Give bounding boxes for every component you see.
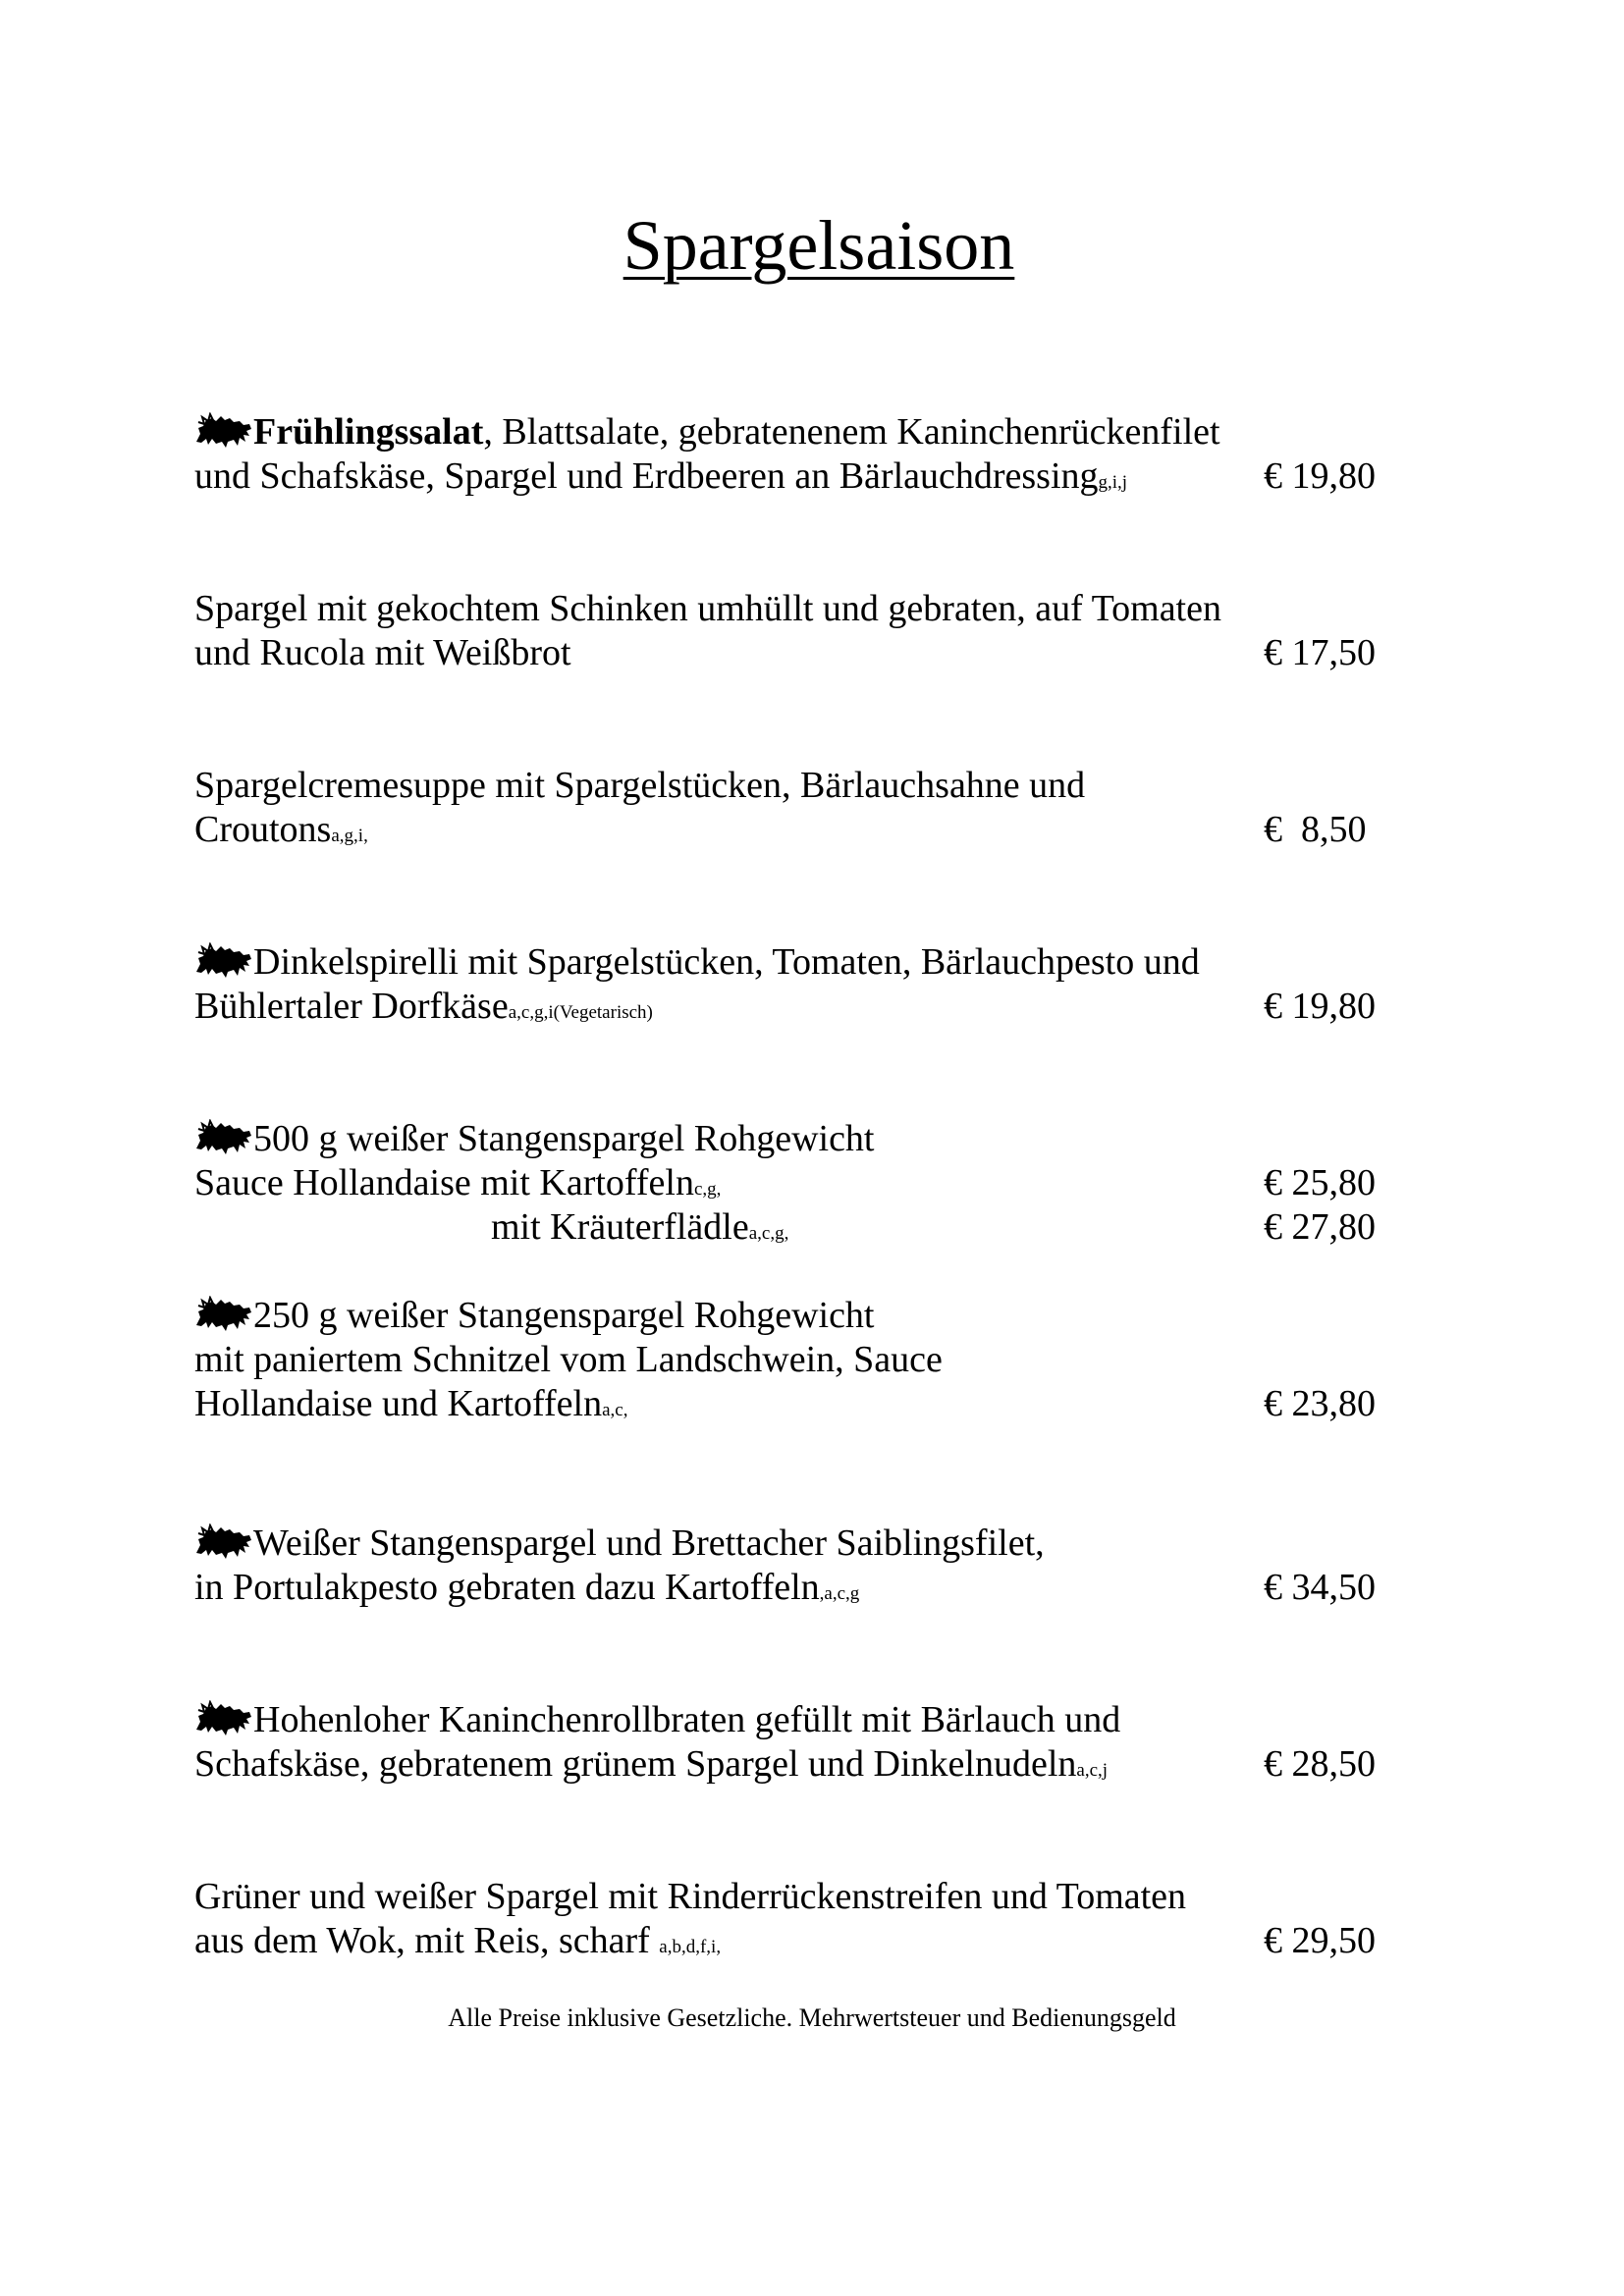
menu-item-5-price: € 25,80	[1264, 1162, 1376, 1203]
menu-item-6-price: € 23,80	[1264, 1383, 1376, 1424]
menu-item-3-line-1: Spargelcremesuppe mit Spargelstücken, Bärlauchsahne und	[194, 765, 1086, 806]
page-title: Spargelsaison	[623, 206, 1015, 285]
menu-item-9-price: € 29,50	[1264, 1920, 1376, 1961]
allergens: a,c,	[602, 1400, 628, 1420]
lion-icon	[194, 1296, 253, 1333]
lion-icon	[194, 1523, 253, 1561]
menu-item-1-line-2: und Schafskäse, Spargel und Erdbeeren an Bärlauchdressingg,i,j	[194, 455, 1128, 497]
menu-item-7-line-1: Weißer Stangenspargel und Brettacher Saiblingsfilet,	[194, 1522, 1045, 1566]
lion-icon	[194, 1700, 253, 1737]
menu-item-5-price-2: € 27,80	[1264, 1206, 1376, 1248]
allergens: a,b,d,f,i,	[659, 1937, 722, 1957]
menu-item-7-price: € 34,50	[1264, 1567, 1376, 1608]
allergens: ,a,c,g	[819, 1583, 860, 1604]
allergens: g,i,j	[1098, 472, 1128, 493]
menu-item-5-line-2: Sauce Hollandaise mit Kartoffelnc,g,	[194, 1162, 722, 1203]
menu-item-4-line-2: Bühlertaler Dorfkäsea,c,g,i(Vegetarisch)	[194, 986, 653, 1027]
menu-item-4-price: € 19,80	[1264, 986, 1376, 1027]
menu-item-5-line-1: 500 g weißer Stangenspargel Rohgewicht	[194, 1117, 875, 1161]
allergens: a,c,g,i(Vegetarisch)	[508, 1002, 653, 1023]
menu-item-1-line-1: Frühlingssalat, Blattsalate, gebratenenem Kaninchenrückenfilet	[194, 410, 1220, 454]
footer-note: Alle Preise inklusive Gesetzliche. Mehrwertsteuer und Bedienungsgeld	[448, 2003, 1176, 2032]
allergens: c,g,	[693, 1179, 722, 1200]
menu-item-3-line-2: Croutonsa,g,i,	[194, 809, 368, 850]
menu-item-3-price: € 8,50	[1264, 809, 1367, 850]
lion-icon	[194, 1119, 253, 1156]
lion-icon	[194, 942, 253, 980]
menu-item-2-price: € 17,50	[1264, 632, 1376, 673]
menu-item-9-line-1: Grüner und weißer Spargel mit Rinderrückenstreifen und Tomaten	[194, 1876, 1187, 1917]
allergens: a,c,j	[1076, 1760, 1109, 1781]
menu-item-7-line-2: in Portulakpesto gebraten dazu Kartoffeln,a,c,g	[194, 1567, 860, 1608]
menu-item-6-line-2: mit paniertem Schnitzel vom Landschwein, Sauce	[194, 1339, 943, 1380]
menu-item-1-price: € 19,80	[1264, 455, 1376, 497]
menu-item-8-line-2: Schafskäse, gebratenem grünem Spargel und Dinkelnudelna,c,j	[194, 1743, 1109, 1785]
allergens: a,g,i,	[331, 826, 368, 846]
menu-item-2-line-2: und Rucola mit Weißbrot	[194, 632, 571, 673]
menu-item-9-line-2: aus dem Wok, mit Reis, scharf a,b,d,f,i,	[194, 1920, 722, 1961]
menu-item-6-line-3: Hollandaise und Kartoffelna,c,	[194, 1383, 628, 1424]
lion-icon	[194, 412, 253, 450]
menu-item-1-name: Frühlingssalat	[253, 411, 484, 453]
menu-item-2-line-1: Spargel mit gekochtem Schinken umhüllt und gebraten, auf Tomaten	[194, 588, 1221, 629]
allergens: a,c,g,	[748, 1223, 789, 1244]
menu-item-6-line-1: 250 g weißer Stangenspargel Rohgewicht	[194, 1294, 875, 1338]
menu-item-8-price: € 28,50	[1264, 1743, 1376, 1785]
menu-item-4-line-1: Dinkelspirelli mit Spargelstücken, Tomaten, Bärlauchpesto und	[194, 940, 1200, 985]
menu-item-8-line-1: Hohenloher Kaninchenrollbraten gefüllt mit Bärlauch und	[194, 1698, 1120, 1742]
menu-item-5-line-3: mit Kräuterflädlea,c,g,	[491, 1206, 789, 1248]
